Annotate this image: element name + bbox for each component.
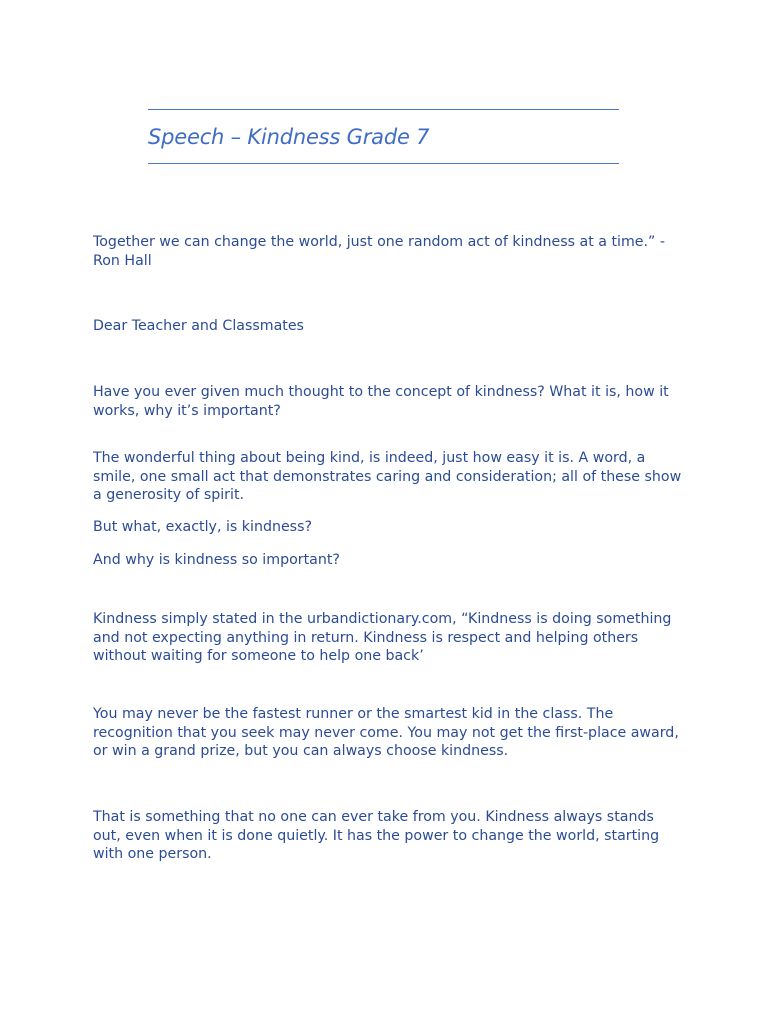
- body-paragraph: Have you ever given much thought to the concept of kindness? What it is, how it works, why it’s important?: [93, 384, 669, 419]
- body-paragraph: You may never be the fastest runner or the smartest kid in the class. The recognition that you seek may never come. You may not get the first-place award, or win a grand prize, but you can always choose kindness.: [93, 706, 679, 759]
- body-paragraph: That is something that no one can ever take from you. Kindness always stands out, even when it is done quietly. It has the power to change the world, starting with one person.: [93, 809, 660, 862]
- quote-paragraph: Together we can change the world, just one random act of kindness at a time.” -Ron Hall: [93, 234, 666, 269]
- salutation-paragraph: Dear Teacher and Classmates: [93, 318, 304, 334]
- body-paragraph: And why is kindness so important?: [93, 552, 340, 568]
- title-bottom-rule: [148, 163, 619, 164]
- page-title: Speech – Kindness Grade 7: [148, 125, 430, 149]
- title-top-rule: [148, 109, 619, 110]
- body-paragraph: Kindness simply stated in the urbandictionary.com, “Kindness is doing something and not expecting anything in return. Kindness is respect and helping others without waiting for someone to help one back’: [93, 611, 672, 664]
- body-paragraph: But what, exactly, is kindness?: [93, 519, 312, 535]
- body-paragraph: The wonderful thing about being kind, is indeed, just how easy it is. A word, a smile, one small act that demonstrates caring and consideration; all of these show a generosity of spirit.: [93, 450, 682, 503]
